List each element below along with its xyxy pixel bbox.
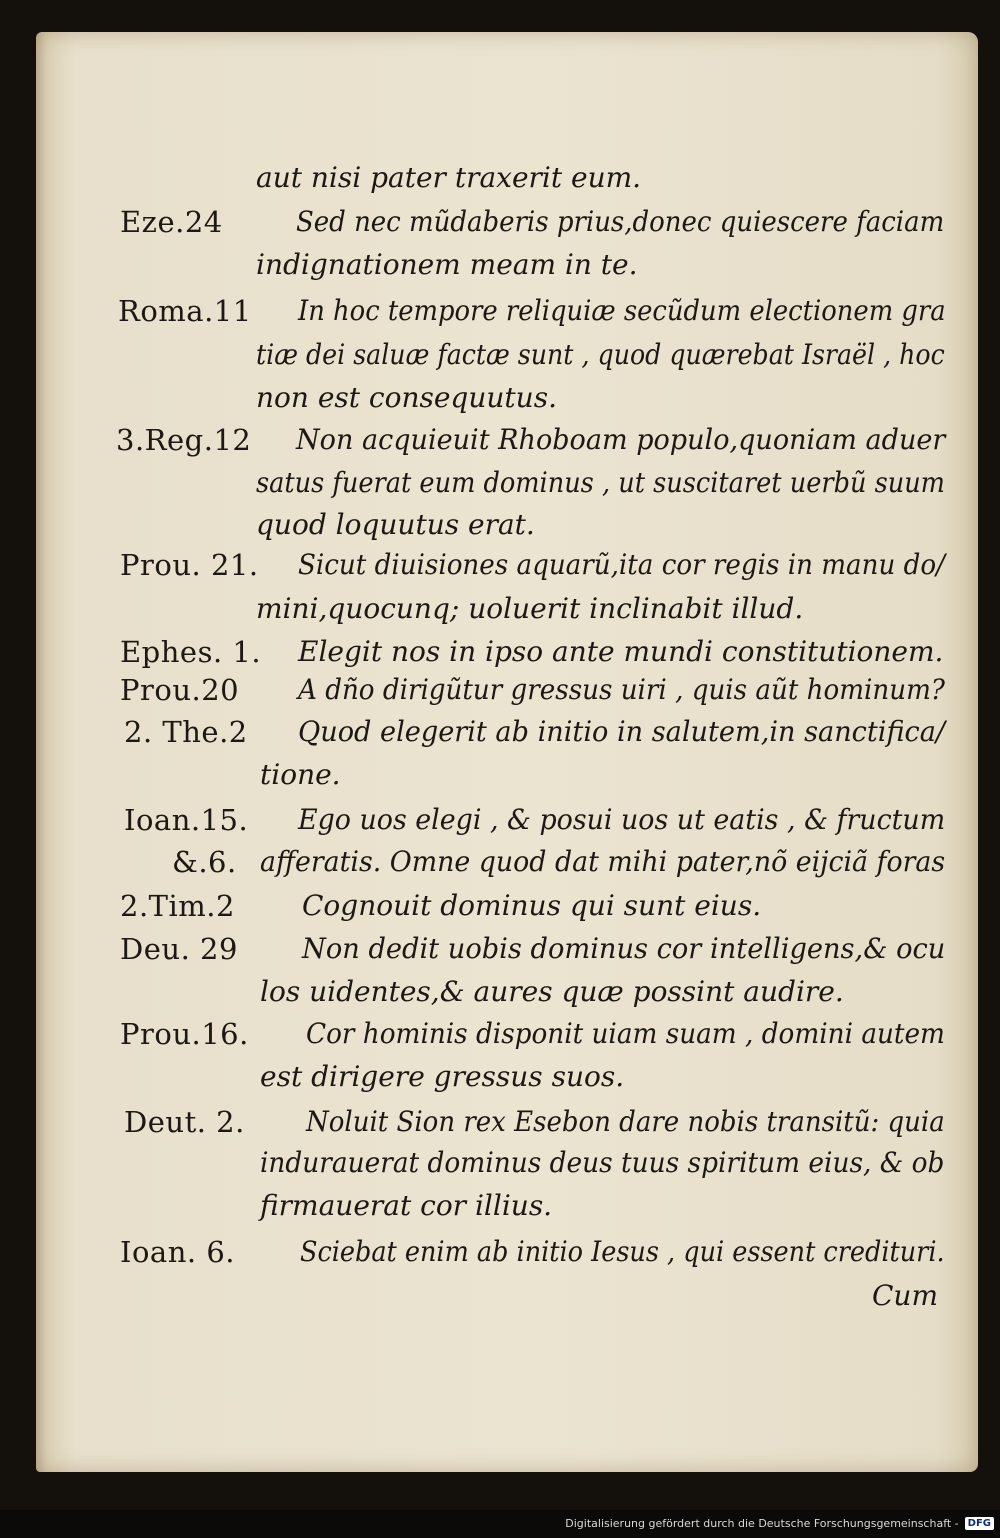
text-line xyxy=(0,200,1000,244)
dfg-logo: DFG xyxy=(965,1517,994,1530)
line-text: Ego uos elegi , & posui uos ut eatis , & fructum xyxy=(298,803,946,836)
line-text: Sed nec mũdaberis prius,donec quiescere faciam xyxy=(296,205,945,238)
margin-reference: Prou.16. xyxy=(120,1017,249,1051)
text-line xyxy=(0,243,1000,287)
line-text: satus fuerat eum dominus , ut suscitaret uerbũ suum xyxy=(256,466,945,499)
text-line xyxy=(0,418,1000,462)
line-text: quod loquutus erat. xyxy=(256,508,535,541)
margin-reference: 2. The.2 xyxy=(124,715,248,749)
text-line xyxy=(0,1012,1000,1056)
margin-reference: &.6. xyxy=(172,845,237,879)
line-text: firmauerat cor illius. xyxy=(260,1189,553,1222)
line-text: indignationem meam in te. xyxy=(256,248,638,281)
line-text: non est consequutus. xyxy=(256,381,557,414)
text-line xyxy=(0,461,1000,505)
margin-reference: Deu. 29 xyxy=(120,932,238,966)
margin-reference: Prou. 21. xyxy=(120,548,259,582)
line-text: Noluit Sion rex Esebon dare nobis transitũ: quia xyxy=(306,1105,945,1138)
line-text: Quod elegerit ab initio in salutem,in sanctifica/ xyxy=(298,715,946,748)
margin-reference: Ephes. 1. xyxy=(120,635,262,669)
text-line xyxy=(0,333,1000,377)
line-text: Sicut diuisiones aquarũ,ita cor regis in manu do/ xyxy=(298,548,945,581)
line-text: tiæ dei saluæ factæ sunt , quod quærebat Israël , hoc xyxy=(256,338,945,371)
margin-reference: Eze.24 xyxy=(120,205,223,239)
text-line xyxy=(0,927,1000,971)
text-line xyxy=(0,1100,1000,1144)
margin-reference: 3.Reg.12 xyxy=(116,423,252,457)
line-text: tione. xyxy=(260,758,341,791)
text-line xyxy=(0,376,1000,420)
text-line xyxy=(0,970,1000,1014)
line-text: mini,quocunq; uoluerit inclinabit illud. xyxy=(256,592,804,625)
line-text: A dño dirigũtur gressus uiri , quis aũt hominum? xyxy=(298,673,945,706)
funding-notice: Digitalisierung gefördert durch die Deutsche Forschungsgemeinschaft - xyxy=(565,1516,959,1530)
line-text: Sciebat enim ab initio Iesus , qui essent credituri. xyxy=(300,1235,945,1268)
text-line xyxy=(0,289,1000,333)
margin-reference: Deut. 2. xyxy=(124,1105,245,1139)
line-text: Elegit nos in ipso ante mundi constitutionem. xyxy=(298,635,944,668)
text-line xyxy=(0,1184,1000,1228)
text-line xyxy=(0,1230,1000,1274)
margin-reference: Roma.11 xyxy=(118,294,252,328)
text-line xyxy=(0,668,1000,712)
margin-reference: Prou.20 xyxy=(120,673,240,707)
line-text: est dirigere gressus suos. xyxy=(260,1060,625,1093)
text-line xyxy=(0,503,1000,547)
line-text: afferatis. Omne quod dat mihi pater,nõ eijciã foras xyxy=(260,845,946,878)
text-line xyxy=(0,1141,1000,1185)
text-line xyxy=(0,156,1000,200)
digitization-footer xyxy=(565,1512,994,1534)
text-line xyxy=(0,1055,1000,1099)
line-text: Cognouit dominus qui sunt eius. xyxy=(302,889,762,922)
line-text: Non dedit uobis dominus cor intelligens,& ocu xyxy=(302,932,946,965)
line-text: Non acquieuit Rhoboam populo,quoniam aduer xyxy=(296,423,946,456)
margin-reference: Ioan.15. xyxy=(124,803,249,837)
text-line xyxy=(0,587,1000,631)
margin-reference: 2.Tim.2 xyxy=(120,889,235,923)
text-line xyxy=(0,543,1000,587)
text-line xyxy=(0,710,1000,754)
line-text: los uidentes,& aures quæ possint audire. xyxy=(260,975,844,1008)
catchword: Cum xyxy=(872,1279,939,1312)
text-line xyxy=(0,884,1000,928)
line-text: indurauerat dominus deus tuus spiritum eius, & ob xyxy=(260,1146,945,1179)
line-text: aut nisi pater traxerit eum. xyxy=(256,161,642,194)
text-line xyxy=(0,840,1000,884)
line-text: In hoc tempore reliquiæ secũdum electionem gra xyxy=(298,294,946,327)
line-text: Cor hominis disponit uiam suam , domini autem xyxy=(306,1017,945,1050)
text-line xyxy=(0,798,1000,842)
margin-reference: Ioan. 6. xyxy=(120,1235,235,1269)
text-line xyxy=(0,753,1000,797)
